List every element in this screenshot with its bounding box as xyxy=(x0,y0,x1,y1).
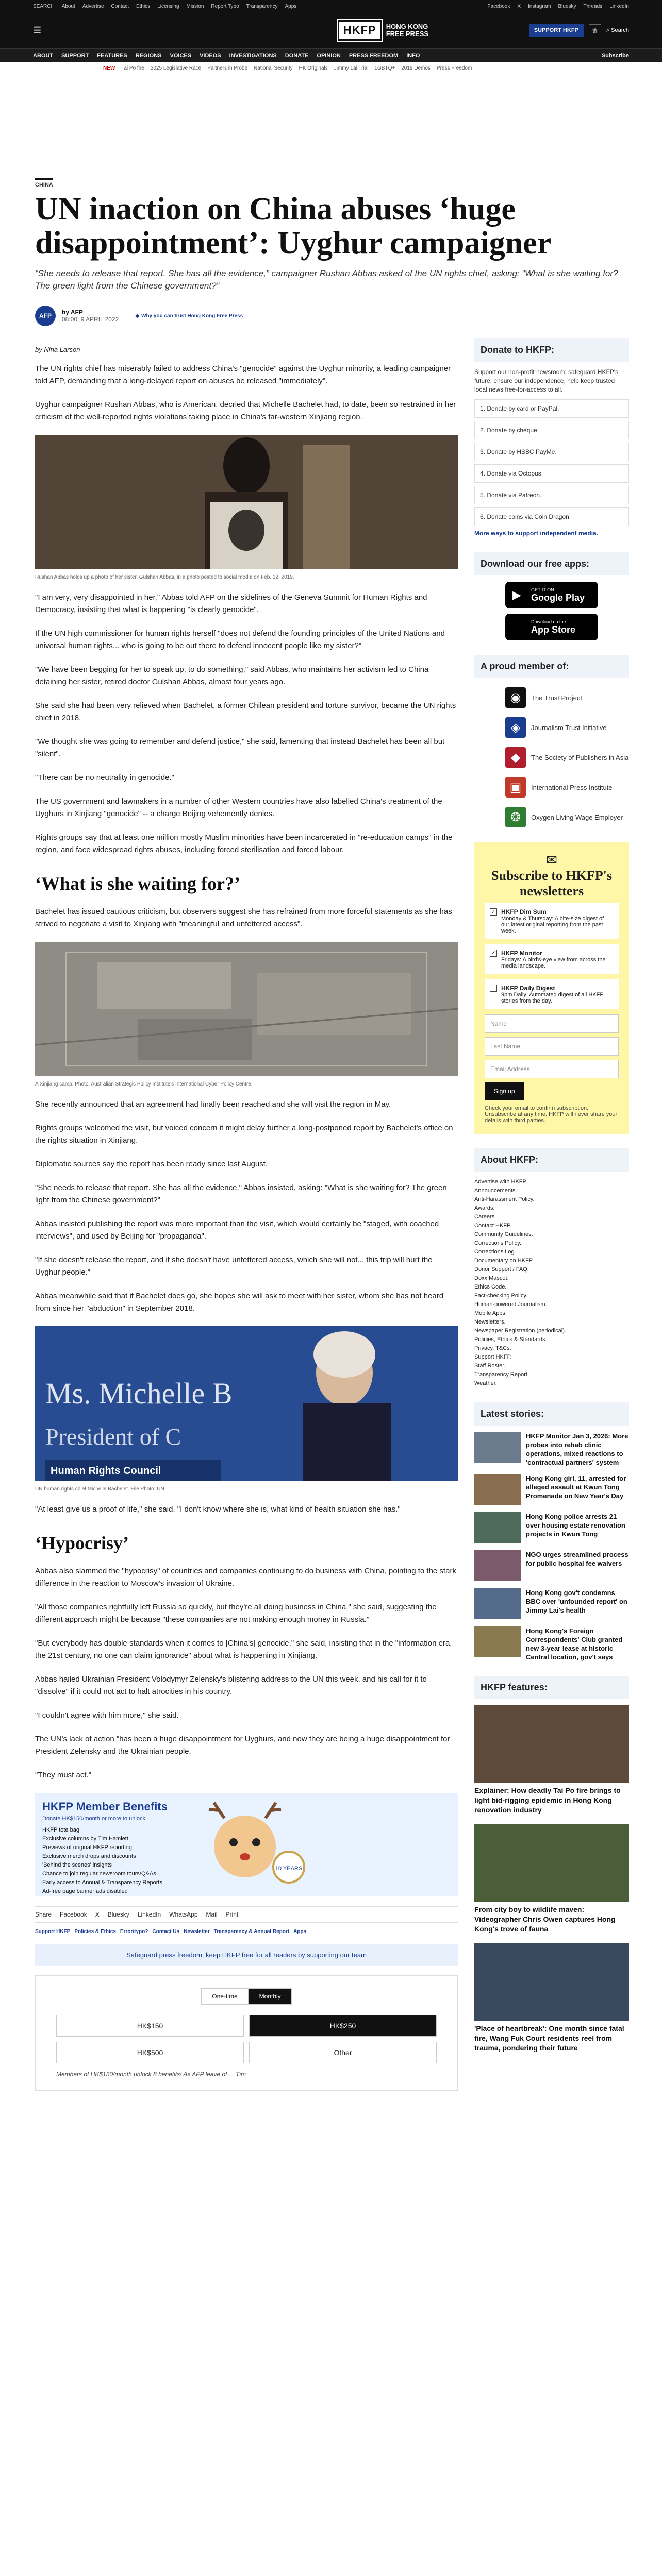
paragraph: "We thought she was going to remember and defend justice," she said, lamenting that instead Bachelet has been all but "silent". xyxy=(35,737,445,758)
about-link[interactable]: Awards. xyxy=(474,1205,495,1211)
sidebar-about-heading: About HKFP: xyxy=(474,1148,629,1172)
member-badge[interactable] xyxy=(505,807,629,827)
paragraph: Rights groups welcomed the visit, but voiced concern it might delay further a long-postponed report by Bachelet's office on the rights situation in Xinjiang. xyxy=(35,1124,453,1145)
story-title[interactable]: Hong Kong police arrests 21 over housing estate renovation projects in Kwun Tong xyxy=(526,1513,625,1538)
paragraph: "I am very, very disappointed in her," Abbas told AFP on the sidelines of the Geneva Summit for Human Rights and Democracy, insisting that what is happening "is clearly genocide". xyxy=(35,593,427,614)
paragraph: She recently announced that an agreement had finally been reached and she will visit the region in May. xyxy=(35,1100,391,1109)
svg-text:President of C: President of C xyxy=(45,1423,181,1450)
more-ways-link[interactable]: More ways to support independent media. xyxy=(474,530,599,537)
sign-up-button[interactable]: Sign up xyxy=(485,1082,524,1100)
story-thumbnail[interactable] xyxy=(474,1626,521,1657)
newsletter-checkbox[interactable]: ✓ xyxy=(490,950,497,957)
promo-badge: 10 YEARS xyxy=(275,1866,303,1872)
promo-benefit: Exclusive merch drops and discounts xyxy=(42,1853,136,1859)
paragraph: Abbas meanwhile said that if Bachelet does go, she hopes she will ask to meet with her sister, whom she has not heard from since her "abduction" in September 2018. xyxy=(35,1292,444,1313)
donate-widget xyxy=(35,1975,458,2091)
figure-bachelet xyxy=(35,1326,458,1492)
support-button[interactable]: SUPPORT HKFP xyxy=(529,24,584,37)
story-title[interactable]: NGO urges streamlined process for public hospital fee waivers xyxy=(526,1551,628,1567)
last-name-field[interactable]: Last Name xyxy=(485,1037,619,1056)
member-name: Journalism Trust Initiative xyxy=(531,723,607,732)
newsletter-option[interactable] xyxy=(485,979,619,1009)
byline xyxy=(35,306,629,326)
feature-title[interactable]: From city boy to wildlife maven: Videographer Chris Owen captures Hong Kong's trove of fauna xyxy=(474,1905,616,1933)
nav-item[interactable]: REGIONS xyxy=(135,52,162,59)
sidebar-donate-heading: Donate to HKFP: xyxy=(474,338,629,362)
about-link[interactable]: Mobile Apps. xyxy=(474,1310,507,1316)
about-link[interactable]: Anti-Harassment Policy. xyxy=(474,1196,535,1202)
paragraph: Abbas hailed Ukrainian President Volodymyr Zelensky's blistering address to the UN this week, and his call for it to "dissolve" if it could not act to halt atrocities in his country. xyxy=(35,1675,427,1696)
donate-option[interactable]: 3. Donate by HSBC PayMe. xyxy=(474,443,629,461)
paragraph: Rights groups say that at least one million mostly Muslim minorities have been incarcerated in "re-education camps" in the region, and face widespread rights abuses, including forced sterilisation and forced labour. xyxy=(35,833,453,854)
article-foot-links xyxy=(35,1929,458,1935)
figure-camp xyxy=(35,942,458,1087)
trending-link[interactable]: HK Originals xyxy=(299,65,328,71)
byline-author[interactable]: by AFP xyxy=(62,309,83,316)
about-link[interactable]: Contact HKFP. xyxy=(474,1223,511,1229)
nav-item[interactable]: FEATURES xyxy=(97,52,127,59)
topbar-link[interactable]: Transparency xyxy=(246,3,278,9)
feature-title[interactable]: Explainer: How deadly Tai Po fire brings to light bid-rigging epidemic in Hong Kong renovation industry xyxy=(474,1786,621,1814)
member-logo-icon: ◉ xyxy=(505,687,526,708)
photo-bachelet xyxy=(35,1326,458,1481)
donate-amount[interactable]: HK$500 xyxy=(56,2042,244,2063)
donate-option[interactable]: 6. Donate coins via Coin Dragon. xyxy=(474,507,629,526)
trending-bar xyxy=(0,62,662,75)
sidebar-latest-heading: Latest stories: xyxy=(474,1402,629,1426)
about-link[interactable]: Support HKFP. xyxy=(474,1354,512,1360)
footer-link[interactable]: Error/typo? xyxy=(120,1929,148,1935)
trending-link[interactable]: Jimmy Lai Trial xyxy=(334,65,369,71)
donate-amount[interactable]: HK$250 xyxy=(249,2015,437,2037)
footer-link[interactable]: Support HKFP xyxy=(35,1929,71,1935)
top-utility-bar xyxy=(0,0,662,12)
safeguard-banner[interactable]: Safeguard press freedom; keep HKFP free for all readers by supporting our team xyxy=(35,1944,458,1966)
social-link[interactable]: Instagram xyxy=(528,3,551,9)
about-link[interactable]: Policies, Ethics & Standards. xyxy=(474,1336,547,1343)
article-title: UN inaction on China abuses ‘huge disappointment’: Uyghur campaigner xyxy=(35,192,552,261)
member-name: International Press Institute xyxy=(531,783,613,791)
topbar-link[interactable]: Apps xyxy=(285,3,297,9)
nav-item[interactable]: VIDEOS xyxy=(200,52,221,59)
member-name: Oxygen Living Wage Employer xyxy=(531,813,623,821)
story-thumbnail[interactable] xyxy=(474,1474,521,1505)
donate-note: Members of HK$150/month unlock 8 benefits! As AFP leave of ... Tim xyxy=(56,2071,246,2078)
promo-sub: Donate HK$150/month or more to unlock xyxy=(42,1816,145,1822)
name-field[interactable]: Name xyxy=(485,1014,619,1033)
about-link[interactable]: Donor Support / FAQ. xyxy=(474,1266,529,1273)
newsletter-option[interactable] xyxy=(485,944,619,974)
newsletter-option-desc: 9pm Daily: Automated digest of all HKFP stories from the day. xyxy=(501,992,604,1004)
nav-item[interactable]: INFO xyxy=(406,52,420,59)
member-name: The Trust Project xyxy=(531,693,582,702)
feature-title[interactable]: 'Place of heartbreak': One month since fatal fire, Wang Fuk Court residents reel from trauma, pondering their future xyxy=(474,2024,624,2052)
paragraph: Abbas insisted publishing the report was more important than the visit, which would certainly be "staged, with coached interviews", and used by Beijing for "propaganda". xyxy=(35,1219,439,1241)
story-title[interactable]: Hong Kong's Foreign Correspondents' Club granted new 3-year lease at historic Central location, gov't says xyxy=(526,1627,623,1661)
latest-story[interactable] xyxy=(474,1626,629,1662)
article-lede: “She needs to release that report. She has all the evidence,” campaigner Rushan Abbas asked of the UN rights chief, asking: “What is she waiting for? The green light from the Chinese government?” xyxy=(35,268,618,291)
nav-item[interactable]: VOICES xyxy=(170,52,192,59)
member-badge[interactable] xyxy=(505,777,629,798)
trending-link[interactable]: 2025 Legislative Race xyxy=(150,65,202,71)
newsletter-option[interactable] xyxy=(485,903,619,939)
paragraph: She said she had been very relieved when Bachelet, a former Chilean president and torture survivor, became the UN rights chief in 2018. xyxy=(35,701,456,722)
footer-link[interactable]: Newsletter xyxy=(184,1929,210,1935)
main-nav xyxy=(0,48,662,62)
member-logo-icon: ◈ xyxy=(505,717,526,738)
about-link[interactable]: Corrections Log. xyxy=(474,1249,516,1255)
paragraph: Uyghur campaigner Rushan Abbas, who is American, decried that Michelle Bachelet had, to date, been so restrained in her criticism of the well-reported rights violations taking place in China's far-western Xinjiang region. xyxy=(35,400,456,421)
newsletter-option-title: HKFP Daily Digest xyxy=(501,985,555,992)
share-link[interactable]: X xyxy=(95,1911,100,1918)
feature-story[interactable] xyxy=(474,1943,629,2053)
latest-story[interactable] xyxy=(474,1588,629,1619)
share-link[interactable]: Mail xyxy=(206,1911,218,1918)
topbar-link[interactable]: Mission xyxy=(186,3,204,9)
member-logo-icon: ▣ xyxy=(505,777,526,798)
promo-benefit: Previews of original HKFP reporting xyxy=(42,1844,133,1851)
mail-icon: ✉ xyxy=(546,852,557,868)
nav-item[interactable]: SUPPORT xyxy=(61,52,89,59)
latest-story[interactable] xyxy=(474,1432,629,1467)
promo-title: HKFP Member Benefits xyxy=(42,1800,168,1813)
share-link[interactable]: WhatsApp xyxy=(169,1911,198,1918)
member-logo-icon: ◆ xyxy=(505,747,526,768)
paragraph: Bachelet has issued cautious criticism, but observers suggest she has refrained from more forceful statements as she has strived to negotiate a visit to Xinjiang with "meaningful and unfettered access". xyxy=(35,907,452,928)
paragraph: The US government and lawmakers in a number of other Western countries have also labelled China's treatment of the Uyghurs in Xinjiang "genocide" -- a charge Beijing vehemently denies. xyxy=(35,797,442,818)
paragraph: "I couldn't agree with him more," she said. xyxy=(35,1711,179,1720)
language-switch[interactable]: 繁 xyxy=(589,24,601,37)
donate-option[interactable]: 5. Donate via Patreon. xyxy=(474,486,629,504)
paragraph: Abbas also slammed the "hypocrisy" of countries and companies continuing to do business with China, pointing to the stark difference in the reaction to Moscow's invasion of Ukraine. xyxy=(35,1567,456,1588)
social-link[interactable]: X xyxy=(517,3,521,9)
figure-caption: UN human rights chief Michelle Bachelet. File Photo: UN. xyxy=(35,1486,166,1492)
menu-icon[interactable]: ☰ xyxy=(33,25,42,36)
subscribe-link[interactable]: Subscribe xyxy=(601,52,629,59)
figure-abbas xyxy=(35,435,458,580)
paragraph: "She needs to release that report. She has all the evidence," Abbas insisted, asking: "What is she waiting for? The green light from the Chinese government?" xyxy=(35,1183,447,1205)
donate-option[interactable]: 4. Donate via Octopus. xyxy=(474,464,629,483)
sidebar-apps-heading: Download our free apps: xyxy=(474,552,629,575)
newsletter-option-desc: Monday & Thursday: A bite-size digest of our latest original reporting from the past week. xyxy=(501,916,604,934)
share-link[interactable]: Bluesky xyxy=(107,1911,129,1918)
about-link[interactable]: Weather. xyxy=(474,1380,497,1386)
topbar-link[interactable]: About xyxy=(61,3,75,9)
topbar-link[interactable]: Contact xyxy=(111,3,129,9)
topbar-link[interactable]: Licensing xyxy=(157,3,179,9)
photo-xinjiang-camp xyxy=(35,942,458,1076)
logo-text: HONG KONG FREE PRESS xyxy=(386,23,429,38)
paragraph: The UN's lack of action "has been a huge disappointment for Uyghurs, and now they are being a huge disappointment for President Zelensky and the Ukrainian people. xyxy=(35,1735,450,1756)
about-link[interactable]: Doxx Mascot. xyxy=(474,1275,509,1281)
topbar-link[interactable]: Report Typo xyxy=(211,3,239,9)
footer-link[interactable]: Apps xyxy=(293,1929,307,1935)
donate-option[interactable]: 1. Donate by card or PayPal. xyxy=(474,399,629,418)
social-link[interactable]: Bluesky xyxy=(558,3,576,9)
feature-thumbnail[interactable] xyxy=(474,1943,629,2021)
about-link[interactable]: Documentary on HKFP. xyxy=(474,1258,534,1264)
sidebar-donate-text: Support our non-profit newsroom: safeguard HKFP's future, ensure our independence, help keep trusted local news free-for-access to all. xyxy=(474,368,619,393)
footer-link[interactable]: Contact Us xyxy=(152,1929,180,1935)
latest-story[interactable] xyxy=(474,1550,629,1581)
play-icon: ▶ xyxy=(512,588,521,601)
newsletter-option-desc: Fridays: A bird's-eye view from across the media landscape. xyxy=(501,957,606,969)
promo-benefit: 'Behind the scenes' insights xyxy=(42,1862,112,1868)
about-link[interactable]: Transparency Report. xyxy=(474,1371,529,1378)
newsletter-signup xyxy=(474,842,629,1134)
footer-link[interactable]: Policies & Ethics xyxy=(74,1929,116,1935)
paragraph: "If she doesn't release the report, and if she doesn't have unfettered access, which she will not... this trip will hurt the Uyghur people." xyxy=(35,1256,433,1277)
story-thumbnail[interactable] xyxy=(474,1550,521,1581)
newsletter-checkbox[interactable] xyxy=(490,985,497,992)
story-thumbnail[interactable] xyxy=(474,1588,521,1619)
trust-link[interactable]: ◆ Why you can trust Hong Kong Free Press xyxy=(135,313,243,319)
sidebar xyxy=(474,338,629,2091)
newsletter-note: Check your email to confirm subscription. Unsubscribe at any time. HKFP will never share your details with third parties. xyxy=(485,1105,618,1124)
about-link[interactable]: Newsletters. xyxy=(474,1319,506,1325)
svg-text:Ms. Michelle B: Ms. Michelle B xyxy=(45,1377,233,1410)
member-badge[interactable] xyxy=(505,687,629,708)
promo-benefit: HKFP tote bag xyxy=(42,1827,79,1833)
paragraph: "But everybody has double standards when it comes to [China's] genocide," she said, insisting that in the "information era, the 21st century, no one can claim ignorance" about what is happening in Xinjiang. xyxy=(35,1639,452,1660)
story-thumbnail[interactable] xyxy=(474,1432,521,1463)
email-field[interactable]: Email Address xyxy=(485,1060,619,1078)
article-author: by Nina Larson xyxy=(35,346,80,353)
nav-item[interactable]: ABOUT xyxy=(33,52,54,59)
sidebar-member-heading: A proud member of: xyxy=(474,655,629,678)
member-logo-icon: ❂ xyxy=(505,807,526,827)
paragraph: The UN rights chief has miserably failed to address China's "genocide" against the Uyghur minority, a leading campaigner told AFP, demanding that a long-delayed report on abuses be released "immediately". xyxy=(35,364,451,385)
byline-date: 08:00, 9 APRIL 2022 xyxy=(62,316,119,323)
member-badge[interactable] xyxy=(505,717,629,738)
nav-item[interactable]: DONATE xyxy=(285,52,309,59)
feature-thumbnail[interactable] xyxy=(474,1824,629,1902)
newsletter-checkbox[interactable]: ✓ xyxy=(490,908,497,916)
about-link[interactable]: Fact-checking Policy. xyxy=(474,1293,528,1299)
social-link[interactable]: Threads xyxy=(583,3,603,9)
latest-story[interactable] xyxy=(474,1512,629,1543)
trending-link[interactable]: LGBTQ+ xyxy=(374,65,395,71)
topbar-link[interactable]: Advertise xyxy=(82,3,104,9)
promo-benefit: Ad-free page banner ads disabled xyxy=(42,1888,128,1894)
figure-caption: Rushan Abbas holds up a photo of her sister, Gulshan Abbas, in a photo posted to social media on Feb. 12, 2019. xyxy=(35,574,294,580)
figure-caption: A Xinjiang camp. Photo: Australian Strategic Policy Institute's International Cyber Policy Centre. xyxy=(35,1081,253,1087)
latest-story[interactable] xyxy=(474,1474,629,1505)
share-label: Share xyxy=(35,1911,52,1918)
google-play-button[interactable]: ▶ GET IT ON Google Play xyxy=(505,582,598,608)
feature-story[interactable] xyxy=(474,1824,629,1934)
share-link[interactable]: Print xyxy=(225,1911,239,1918)
about-link[interactable]: Newspaper Registration (periodical). xyxy=(474,1328,566,1334)
about-link[interactable]: Human-powered Journalism. xyxy=(474,1301,547,1308)
site-header xyxy=(0,12,662,48)
tab-one-time[interactable]: One-time xyxy=(201,1988,248,2005)
logo-mark: HKFP xyxy=(338,20,382,41)
member-name: The Society of Publishers in Asia xyxy=(531,753,629,761)
donate-amount[interactable]: HK$150 xyxy=(56,2015,244,2037)
trending-tag: NEW xyxy=(103,65,115,71)
about-link[interactable]: Corrections Policy. xyxy=(474,1240,521,1246)
site-logo[interactable] xyxy=(338,20,428,41)
nav-item[interactable]: INVESTIGATIONS xyxy=(229,52,277,59)
paragraph: "They must act." xyxy=(35,1771,92,1780)
story-thumbnail[interactable] xyxy=(474,1512,521,1543)
newsletter-title: Subscribe to HKFP's newsletters xyxy=(491,868,612,899)
svg-text:Human Rights Council: Human Rights Council xyxy=(51,1465,161,1477)
story-title[interactable]: Hong Kong girl, 11, arrested for alleged assault at Kwun Tong Promenade on New Year's Day xyxy=(526,1475,626,1500)
trending-link[interactable]: Tai Po fire xyxy=(121,65,144,71)
deer-mascot-illustration xyxy=(178,1800,312,1888)
promo-benefit: Early access to Annual & Transparency Reports xyxy=(42,1879,162,1886)
feature-thumbnail[interactable] xyxy=(474,1705,629,1783)
newsletter-option-title: HKFP Dim Sum xyxy=(501,908,547,916)
social-link[interactable]: LinkedIn xyxy=(609,3,629,9)
about-link[interactable]: Ethics Code. xyxy=(474,1284,507,1290)
promo-benefit: Exclusive columns by Tim Hamlett xyxy=(42,1836,128,1842)
article-body xyxy=(35,338,458,2091)
donate-option[interactable]: 2. Donate by cheque. xyxy=(474,421,629,439)
search-link[interactable]: ⌕ Search xyxy=(606,27,629,33)
share-link[interactable]: Facebook xyxy=(60,1911,87,1918)
subheading-hypocrisy: ‘Hypocrisy’ xyxy=(35,1533,129,1553)
about-link[interactable]: Announcements. xyxy=(474,1188,517,1194)
photo-abbas xyxy=(35,435,458,569)
ad-space xyxy=(35,75,629,178)
app-store-button[interactable]: Download on the App Store xyxy=(505,614,598,640)
nav-item[interactable]: OPINION xyxy=(317,52,341,59)
member-badge[interactable] xyxy=(505,747,629,768)
trending-link[interactable]: Partners in Probe xyxy=(207,65,248,71)
social-link[interactable]: Facebook xyxy=(487,3,510,9)
story-title[interactable]: Hong Kong gov't condemns BBC over 'unfounded report' on Jimmy Lai's health xyxy=(526,1589,627,1614)
donate-amount[interactable]: Other xyxy=(249,2042,437,2063)
tab-monthly[interactable]: Monthly xyxy=(249,1988,292,2005)
trust-icon: ◆ xyxy=(135,313,140,319)
paragraph: "All those companies rightfully left Russia so quickly, but they're all doing business in China," she said, suggesting the different approach might be because "these companies are not making enough money in Russia." xyxy=(35,1603,437,1624)
trending-link[interactable]: 2019 Demos xyxy=(401,65,431,71)
trending-link[interactable]: National Security xyxy=(254,65,293,71)
footer-link[interactable]: Transparency & Annual Report xyxy=(213,1929,290,1935)
search-icon: ⌕ xyxy=(606,27,610,33)
about-link[interactable]: Staff Roster. xyxy=(474,1363,506,1369)
paragraph: "At least give us a proof of life," she said. "I don't know where she is, what kind of health situation she has." xyxy=(35,1505,401,1514)
paragraph: Diplomatic sources say the report has been ready since last August. xyxy=(35,1160,268,1168)
sidebar-features-heading: HKFP features: xyxy=(474,1676,629,1699)
about-link[interactable]: Community Guidelines. xyxy=(474,1231,533,1238)
search-link[interactable]: SEARCH xyxy=(33,3,55,9)
subheading-waiting: ‘What is she waiting for?’ xyxy=(35,873,240,894)
story-title[interactable]: HKFP Monitor Jan 3, 2026: More probes into rehab clinic operations, mixed reactions to 'contractual partners' system xyxy=(526,1432,628,1466)
trending-link[interactable]: Press Freedom xyxy=(436,65,472,71)
feature-story[interactable] xyxy=(474,1705,629,1815)
share-bar xyxy=(35,1906,458,1923)
paragraph: If the UN high commissioner for human rights herself "does not defend the founding principles of the United Nations and universal human rights... who is going to be out there to defend innocent people like my sister?" xyxy=(35,629,445,650)
article-category[interactable]: CHINA xyxy=(35,178,53,188)
paragraph: "We have been begging for her to speak up, to do something," said Abbas, who maintains her activism led to China detaining her sister, retired doctor Gulshan Abbas, almost four years ago. xyxy=(35,665,429,686)
promo-benefit: Chance to join regular newsroom tours/Q&As xyxy=(42,1871,156,1877)
newsletter-option-title: HKFP Monitor xyxy=(501,950,542,957)
author-avatar: AFP xyxy=(35,306,56,326)
about-link[interactable]: Advertise with HKFP. xyxy=(474,1179,527,1185)
topbar-link[interactable]: Ethics xyxy=(136,3,151,9)
member-benefits-promo[interactable] xyxy=(35,1793,458,1896)
nav-item[interactable]: PRESS FREEDOM xyxy=(349,52,399,59)
about-link[interactable]: Privacy, T&Cs. xyxy=(474,1345,511,1351)
about-link[interactable]: Careers. xyxy=(474,1214,496,1220)
paragraph: "There can be no neutrality in genocide." xyxy=(35,773,174,782)
share-link[interactable]: LinkedIn xyxy=(137,1911,161,1918)
